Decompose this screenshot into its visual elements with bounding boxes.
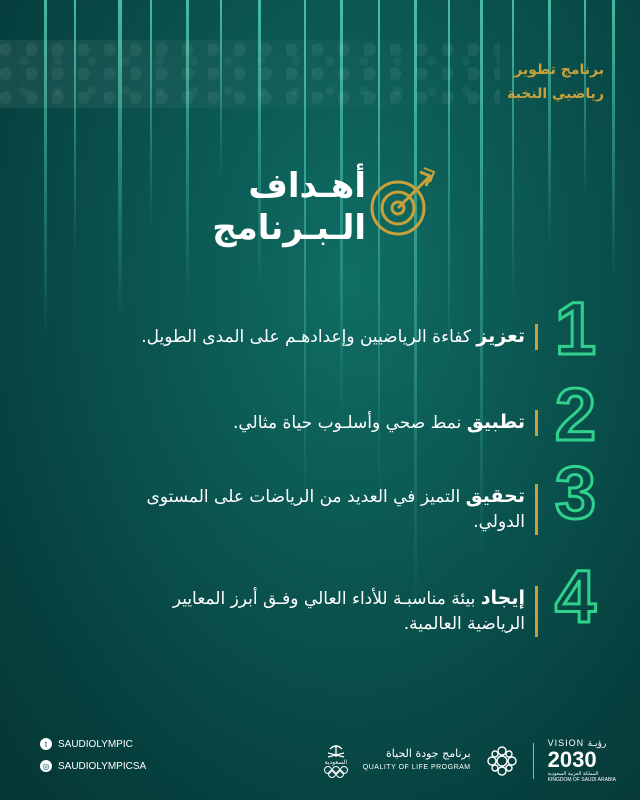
twitter-handle[interactable] [40, 738, 133, 750]
goal-text [135, 484, 538, 535]
goal-item-4 [146, 555, 596, 640]
goal-text [135, 586, 538, 637]
goal-text [135, 410, 538, 436]
goal-keyword: تعزيز [476, 325, 525, 347]
instagram-handle-text: SAUDIOLYMPICSA [58, 760, 147, 772]
goal-item-3 [146, 451, 596, 536]
goal-keyword: إيجاد [480, 587, 525, 609]
twitter-handle-text: SAUDIOLYMPIC [58, 738, 133, 750]
goal-item-1 [141, 287, 596, 372]
goal-description: نمط صحي وأسلـوب حياة مثالي. [232, 413, 467, 433]
instagram-icon: ◎ [40, 760, 52, 772]
partner-logos [323, 738, 616, 783]
program-brand-line1: برنامج تطوير [514, 62, 604, 78]
twitter-icon: t [40, 738, 52, 750]
vision-2030-logo [548, 738, 616, 783]
saudi-olympic-label: السعودية [324, 759, 347, 766]
goal-keyword: تطبيق [466, 411, 525, 433]
page-title [204, 160, 444, 250]
footer [0, 710, 640, 800]
vision-kingdom-ar: المملكة العربية السعودية [547, 771, 599, 777]
title-line2: الـبـرنامج [212, 208, 366, 248]
goal-description: بيئة مناسبـة للأداء العالي وفـق أبرز المعايير الرياضية العالمية. [172, 589, 525, 634]
goal-item-2 [146, 373, 596, 458]
target-arrow-icon [368, 160, 440, 244]
program-brand-line2: رياضيي النخبة [507, 86, 604, 102]
olympic-rings-icon [323, 766, 349, 778]
quality-of-life-ar: برنامج جودة الحياة [386, 746, 471, 760]
goal-text [135, 324, 538, 350]
goal-number: 4 [554, 555, 596, 638]
saudi-olympic-logo [323, 743, 349, 778]
quality-of-life-emblem-icon [485, 744, 519, 778]
program-brand [507, 58, 604, 106]
vision-kingdom-en: KINGDOM OF SAUDI ARABIA [547, 777, 616, 783]
goal-number: 1 [554, 287, 596, 370]
vision-ar: رؤيـة [587, 738, 607, 748]
goal-number: 3 [554, 451, 596, 534]
decorative-pattern-band [0, 40, 500, 108]
palm-swords-icon [324, 743, 348, 759]
vision-year: 2030 [547, 747, 597, 772]
quality-of-life-logo [363, 747, 471, 775]
goal-description: التميز في العديد من الرياضات على المستوى الدولي. [146, 487, 525, 532]
goal-keyword: تحقيق [465, 485, 525, 507]
logo-divider [533, 743, 534, 779]
goal-number: 2 [554, 373, 596, 456]
instagram-handle[interactable] [40, 760, 146, 772]
title-line1: أهـداف [248, 166, 366, 206]
vision-en: VISION [547, 738, 585, 748]
goal-description: كفاءة الرياضيين وإعدادهـم على المدى الطويل. [141, 327, 477, 347]
quality-of-life-en: QUALITY OF LIFE PROGRAM [362, 763, 471, 771]
